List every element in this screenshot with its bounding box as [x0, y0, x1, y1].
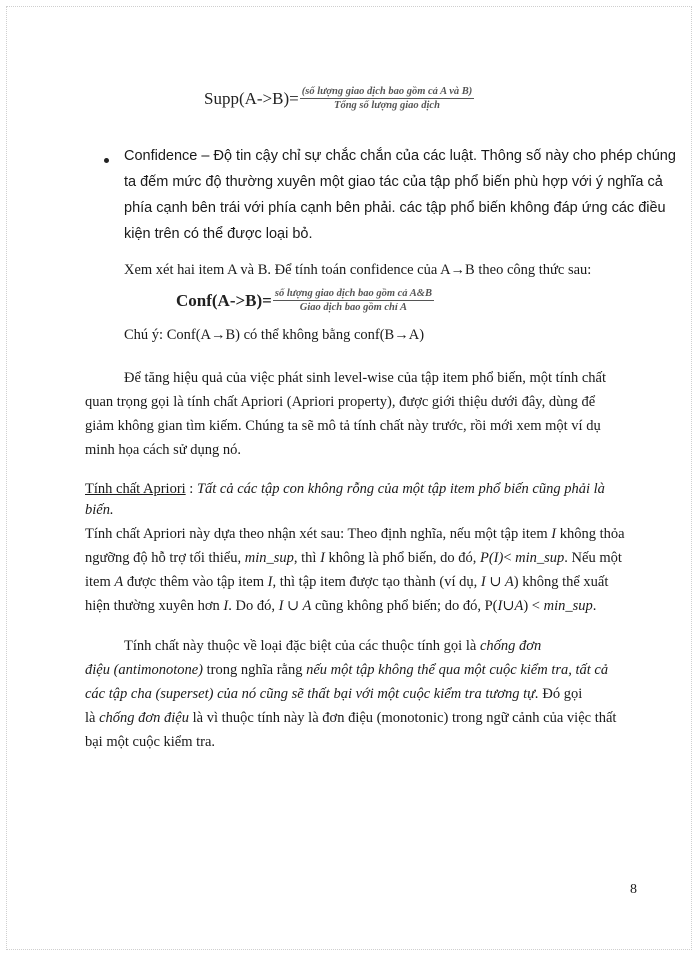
apriori-intro-line-3: giảm không gian tìm kiếm. Chúng ta sẽ mô tả tính chất này trước, rồi mới xem một ví dụ [85, 418, 601, 434]
emphasis: chống đơn điệu [99, 710, 189, 726]
text-segment: . Do đó, [228, 598, 279, 614]
text-segment: trong nghĩa rằng [203, 662, 307, 678]
apriori-statement-1: Tất cả các tập con không rỗng của một tập item phổ biến cũng phải là [196, 481, 605, 497]
text-segment: là [85, 710, 100, 726]
confidence-line-1: Confidence – Độ tin cậy chỉ sự chắc chắn của các luật. Thông số này cho phép chúng [124, 148, 676, 164]
confidence-denominator: Giao dịch bao gồm chỉ A [299, 302, 408, 313]
support-denominator: Tổng số lượng giao dịch [334, 100, 440, 111]
text-segment: . Nếu một [564, 550, 622, 566]
text-segment: được thêm vào tập item [123, 574, 268, 590]
var-min-sup: min_sup [543, 598, 593, 614]
fraction-bar [300, 98, 475, 99]
antimonotone-line-1 [124, 638, 541, 655]
antimonotone-line-5: bại một cuộc kiểm tra. [85, 734, 216, 750]
confidence-line-4: kiện trên có thể được loại bỏ. [124, 226, 313, 242]
support-fraction [300, 86, 475, 111]
var-p-i: P(I) [479, 550, 504, 566]
apriori-statement-2-line [85, 502, 114, 519]
text-segment: là vì thuộc tính này là đơn điệu (monotonic) trong ngữ cảnh của việc thất [188, 710, 617, 726]
text-segment: ngưỡng độ hỗ trợ tối thiểu, [85, 550, 245, 566]
antimonotone-line-4 [85, 710, 616, 727]
page-number: 8 [630, 882, 637, 897]
support-formula-lhs: Supp(A->B)= [204, 88, 299, 108]
support-numerator: (số lượng giao dịch bao gồm cả A và B) [301, 86, 473, 97]
text-segment: Đó gọi [538, 686, 583, 702]
apriori-body-line-3 [85, 574, 608, 591]
text-segment: Tính chất này thuộc về loại đặc biệt của các thuộc tính gọi là [124, 638, 480, 654]
confidence-formula-lhs: Conf(A->B)= [176, 290, 272, 310]
antimonotone-line-2 [85, 662, 608, 679]
heading-separator: : [185, 481, 197, 497]
apriori-body-line-2 [85, 550, 622, 567]
emphasis: điệu (antimonotone) [85, 662, 203, 678]
emphasis: nếu một tập không thể qua một cuộc kiểm tra, tất cả [306, 662, 609, 678]
confidence-line-3: phía cạnh bên trái với phía cạnh bên phải. các tập phổ biến không đáp ứng các điều [124, 200, 666, 216]
support-formula [204, 86, 474, 111]
apriori-intro-line-1: Để tăng hiệu quả của việc phát sinh level-wise của tập item phổ biến, một tính chất [124, 370, 606, 386]
var-union: I ∪ A [278, 598, 312, 614]
confidence-numerator: số lượng giao dịch bao gồm cả A&B [274, 288, 432, 299]
text-segment: , thì [293, 550, 321, 566]
apriori-intro-line-4: minh họa cách sử dụng nó. [85, 442, 242, 458]
var-union: I ∪ A [480, 574, 514, 590]
apriori-property-heading-line [85, 481, 605, 498]
var-a: A [114, 574, 124, 590]
apriori-body-line-4 [85, 598, 596, 615]
emphasis: các tập cha (superset) của nó cũng sẽ thất bại với một cuộc kiểm tra tương tự. [85, 686, 539, 702]
text-segment: hiện thường xuyên hơn [85, 598, 224, 614]
text-segment: item [85, 574, 115, 590]
confidence-fraction [273, 288, 434, 313]
text-segment: cũng không phổ biến; do đó, P( [311, 598, 498, 614]
confidence-line-2: ta đếm mức độ thường xuyên một giao tác của tập phổ biến phù hợp với ý nghĩa cả [124, 174, 663, 190]
var-i: I [223, 598, 229, 614]
text-segment: không thỏa [556, 526, 625, 542]
var-union: I∪A [497, 598, 524, 614]
text-segment: ) không thể xuất [513, 574, 609, 590]
bullet-icon [104, 158, 109, 163]
text-segment: , thì tập item được tạo thành (ví dụ, [272, 574, 481, 590]
apriori-property-heading: Tính chất Apriori [85, 481, 186, 497]
var-i: I [267, 574, 273, 590]
apriori-intro-line-2: quan trọng gọi là tính chất Apriori (Apriori property), được giới thiệu dưới đây, dùng để [85, 394, 596, 410]
text-segment: . [592, 598, 597, 614]
apriori-statement-2: biến. [85, 502, 114, 518]
consider-text: Xem xét hai item A và B. Để tính toán confidence của A→B theo công thức sau: [124, 262, 592, 278]
apriori-body-line-1 [85, 526, 625, 543]
text-segment: ) < [523, 598, 544, 614]
var-i: I [551, 526, 557, 542]
fraction-bar [273, 300, 434, 301]
antimonotone-line-3 [85, 686, 582, 703]
confidence-formula [176, 288, 434, 313]
emphasis: chống đơn [479, 638, 542, 654]
var-i: I [320, 550, 325, 566]
text-segment: không là phổ biến, do đó, [324, 550, 480, 566]
text-segment: < [503, 550, 516, 566]
text-segment: Tính chất Apriori này dựa theo nhận xét sau: Theo định nghĩa, nếu một tập item [85, 526, 552, 542]
var-min-sup: min_sup [244, 550, 294, 566]
note-text: Chú ý: Conf(A→B) có thể không bằng conf(B→A) [124, 327, 425, 343]
var-min-sup: min_sup [515, 550, 565, 566]
